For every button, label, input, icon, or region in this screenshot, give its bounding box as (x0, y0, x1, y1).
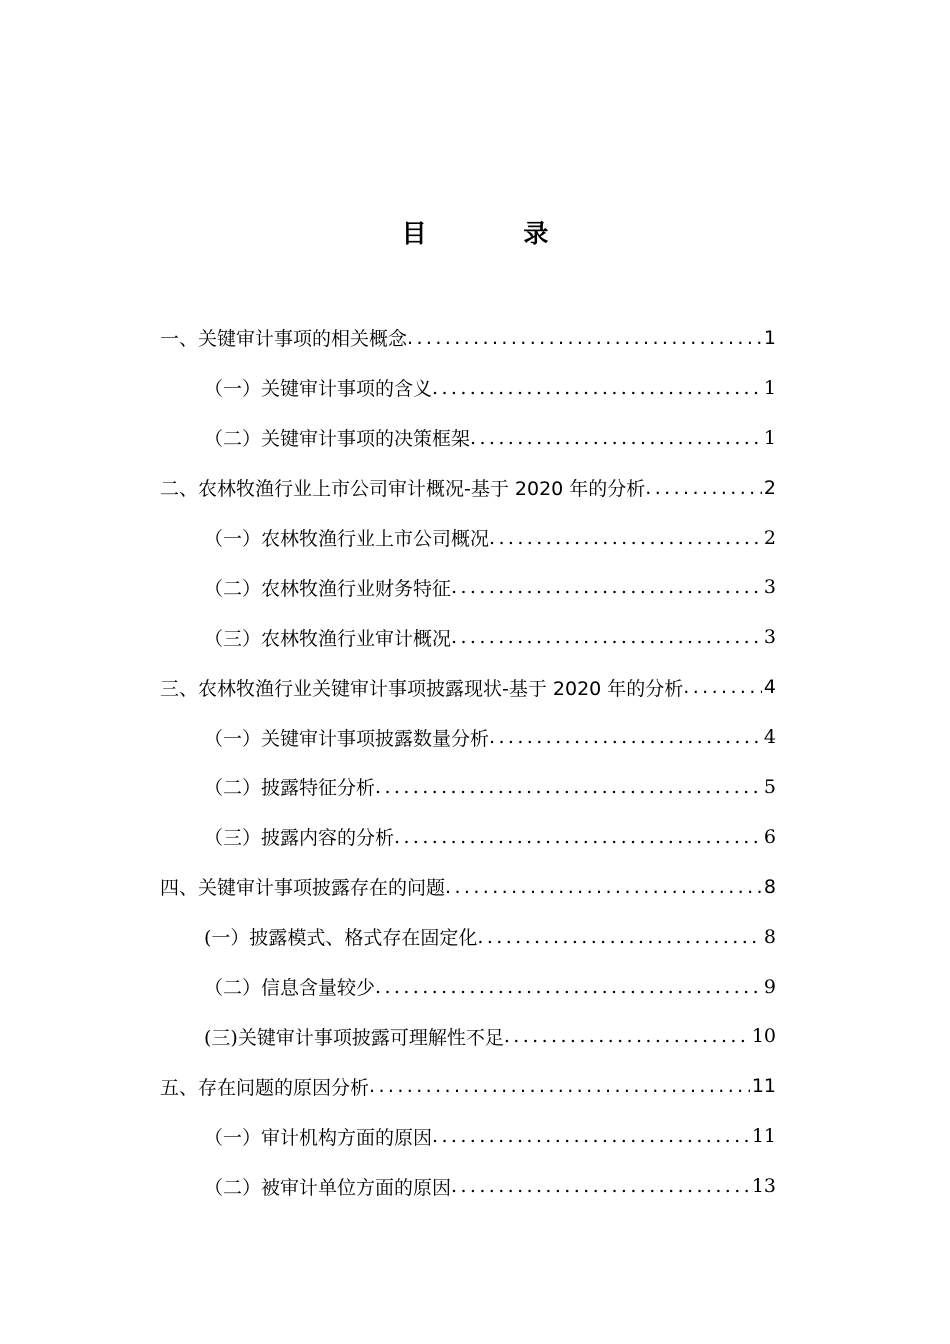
toc-entry[interactable] (0, 562, 776, 612)
toc-dot-leader (445, 876, 762, 898)
toc-dot-leader (451, 576, 762, 598)
toc-entry-label: （二）农林牧渔行业财务特征 (204, 577, 452, 600)
toc-entry[interactable] (0, 313, 776, 363)
toc-page-number: 1 (763, 426, 776, 449)
toc-page-number: 3 (763, 576, 776, 599)
toc-entry[interactable] (0, 612, 776, 662)
toc-entry-label: （一）农林牧渔行业上市公司概况 (204, 528, 490, 550)
toc-dot-leader (432, 1125, 750, 1147)
toc-entry[interactable] (0, 912, 776, 962)
toc-entry-label: 二、农林牧渔行业上市公司审计概况-基于 2020 年的分析 (160, 478, 646, 501)
toc-title: 目 录 (401, 219, 593, 248)
toc-page-number: 8 (763, 875, 776, 898)
toc-entry-label: (一）披露模式、格式存在固定化 (204, 927, 478, 950)
toc-entry-label: （三）农林牧渔行业审计概况 (204, 627, 452, 650)
toc-page-number: 13 (751, 1175, 776, 1198)
table-of-contents (0, 313, 950, 1211)
toc-dot-leader (489, 527, 762, 549)
toc-page-number: 1 (763, 376, 776, 399)
toc-entry-label: （一）关键审计事项披露数量分析 (204, 727, 490, 750)
toc-dot-leader (470, 427, 762, 449)
toc-entry[interactable] (0, 762, 776, 812)
toc-dot-leader (451, 1175, 750, 1197)
toc-entry[interactable] (0, 1111, 776, 1161)
toc-entry[interactable] (0, 363, 776, 413)
toc-dot-leader (369, 1075, 750, 1097)
toc-dot-leader (375, 776, 762, 798)
toc-page-number: 6 (763, 825, 776, 848)
toc-page-number: 4 (763, 726, 776, 749)
toc-page-number: 11 (751, 1075, 776, 1098)
toc-dot-leader (683, 676, 762, 698)
toc-dot-leader (407, 327, 762, 349)
toc-entry-label: （一）审计机构方面的原因 (204, 1126, 433, 1149)
toc-entry-label: （二）被审计单位方面的原因 (204, 1176, 452, 1199)
toc-entry-label: (三)关键审计事项披露可理解性不足 (204, 1026, 504, 1049)
toc-page-number: 8 (763, 925, 776, 948)
toc-entry-label: （一）关键审计事项的含义 (204, 378, 433, 401)
toc-dot-leader (477, 926, 761, 948)
toc-entry[interactable] (0, 513, 776, 563)
toc-entry[interactable] (0, 463, 776, 513)
toc-entry[interactable] (0, 1011, 776, 1061)
toc-dot-leader (432, 377, 762, 399)
toc-page-number: 9 (763, 975, 776, 998)
toc-entry[interactable] (0, 812, 776, 862)
toc-entry-label: （二）披露特征分析 (204, 777, 376, 800)
toc-entry-label: 四、关键审计事项披露存在的问题 (160, 877, 446, 900)
toc-entry[interactable] (0, 1161, 776, 1211)
toc-entry-label: （二）关键审计事项的决策框架 (204, 428, 471, 451)
toc-entry[interactable] (0, 712, 776, 762)
toc-page-number: 10 (751, 1025, 776, 1048)
toc-page-number: 4 (763, 676, 776, 699)
toc-entry-label: 一、关键审计事项的相关概念 (160, 328, 408, 351)
toc-dot-leader (645, 477, 762, 499)
toc-dot-leader (504, 1025, 750, 1047)
toc-page-number: 1 (763, 326, 776, 349)
toc-entry-label: （三）披露内容的分析 (204, 827, 395, 850)
toc-page-number: 3 (763, 626, 776, 649)
toc-dot-leader (394, 826, 762, 848)
toc-page-number: 5 (763, 775, 776, 798)
toc-entry[interactable] (0, 413, 776, 463)
toc-dot-leader (451, 626, 762, 648)
toc-entry[interactable] (0, 662, 776, 712)
toc-dot-leader (489, 726, 762, 748)
toc-entry[interactable] (0, 862, 776, 912)
toc-entry-label: （二）信息含量较少 (204, 977, 376, 1000)
toc-dot-leader (375, 976, 762, 998)
toc-entry-label: 五、存在问题的原因分析 (160, 1076, 370, 1099)
toc-entry-label: 三、农林牧渔行业关键审计事项披露现状-基于 2020 年的分析 (160, 677, 684, 700)
toc-entry[interactable] (0, 1061, 776, 1111)
toc-page-number: 2 (763, 476, 776, 499)
toc-entry[interactable] (0, 962, 776, 1012)
toc-page-number: 11 (751, 1125, 776, 1148)
toc-page-number: 2 (763, 526, 776, 549)
